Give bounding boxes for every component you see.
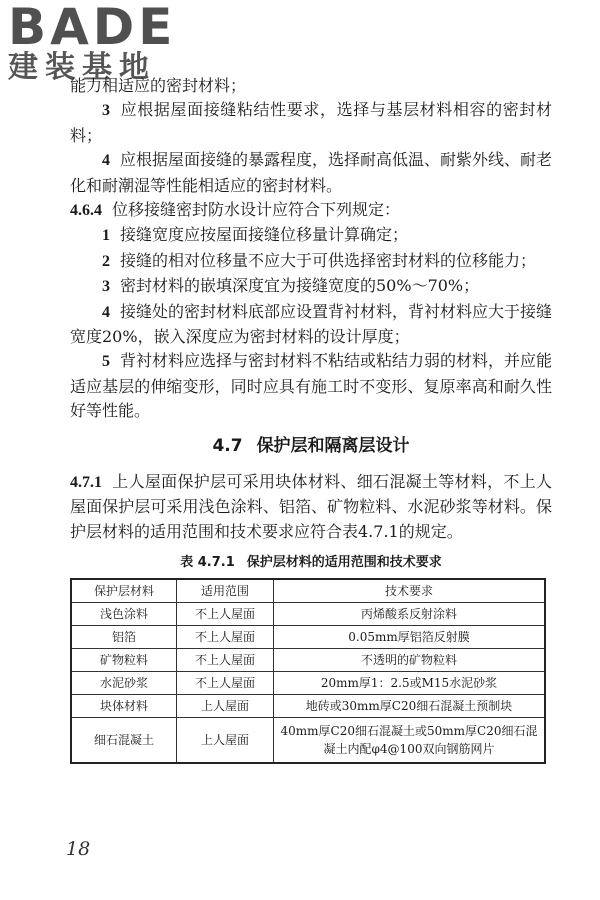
item-number: 2 xyxy=(102,252,110,270)
logo-subtitle: 建装基地 xyxy=(8,50,156,85)
table-cell: 细石混凝土 xyxy=(71,717,177,763)
clause-text: 上人屋面保护层可采用块体材料、细石混凝土等材料，不上人屋面保护层可采用浅色涂料、铝箔、矿物粒料、水泥砂浆等材料。保护层材料的适用范围和技术要求应符合表4.7.1的规定。 xyxy=(70,471,552,541)
table-cell: 40mm厚C20细石混凝土或50mm厚C20细石混凝土内配φ4@100双向钢筋网片 xyxy=(274,717,546,763)
logo-wordmark: BADE xyxy=(8,0,177,56)
table-cell: 0.05mm厚铝箔反射膜 xyxy=(274,625,546,648)
list-item xyxy=(70,249,552,274)
table-cell: 丙烯酸系反射涂料 xyxy=(274,602,546,625)
item-number: 3 xyxy=(102,278,110,296)
list-item xyxy=(70,349,552,423)
table-title: 保护层材料的适用范围和技术要求 xyxy=(246,554,442,570)
page-content xyxy=(70,74,552,764)
table-cell: 铝箔 xyxy=(71,625,177,648)
table-cell: 块体材料 xyxy=(71,694,177,717)
clause-number: 4.7.1 xyxy=(70,473,102,491)
table-cell: 不上人屋面 xyxy=(177,648,274,671)
table-row xyxy=(71,694,545,717)
table-row xyxy=(71,671,545,694)
clause-4-7-1 xyxy=(70,470,552,544)
item-number: 3 xyxy=(102,102,110,120)
item-number: 4 xyxy=(102,152,110,170)
item-number: 5 xyxy=(102,353,110,371)
clause-4-6-4 xyxy=(70,198,552,223)
table-cell: 上人屋面 xyxy=(177,694,274,717)
table-header-row xyxy=(71,579,545,603)
table-cell: 矿物粒料 xyxy=(71,648,177,671)
page-number: 18 xyxy=(66,838,91,860)
table-cell: 不透明的矿物粒料 xyxy=(274,648,546,671)
protection-layer-table xyxy=(70,578,546,764)
list-item xyxy=(70,274,552,299)
section-heading xyxy=(70,434,552,458)
column-header: 适用范围 xyxy=(177,579,274,603)
section-number: 4.7 xyxy=(212,435,243,456)
table-row xyxy=(71,625,545,648)
item-text: 应根据屋面接缝的暴露程度，选择耐高低温、耐紫外线、耐老化和耐潮湿等性能相适应的密封材料。 xyxy=(70,150,553,195)
list-item xyxy=(70,223,552,248)
item-text: 接缝的相对位移量不应大于可供选择密封材料的位移能力； xyxy=(120,250,537,270)
list-item xyxy=(70,148,552,198)
table-number: 表 4.7.1 xyxy=(180,554,235,570)
item-text: 背衬材料应选择与密封材料不粘结或粘结力弱的材料，并应能适应基层的伸缩变形，同时应具有施工时不变形、复原率高和耐久性好等性能。 xyxy=(70,351,553,421)
paragraph-text: 能力相适应的密封材料； xyxy=(70,76,247,95)
list-item xyxy=(70,300,552,350)
column-header: 技术要求 xyxy=(274,579,546,603)
item-number: 1 xyxy=(102,227,110,245)
clause-text: 位移接缝密封防水设计应符合下列规定： xyxy=(112,200,401,220)
table-row xyxy=(71,648,545,671)
table-cell: 上人屋面 xyxy=(177,717,274,763)
table-cell: 不上人屋面 xyxy=(177,625,274,648)
table-row xyxy=(71,717,545,763)
table-cell: 不上人屋面 xyxy=(177,602,274,625)
table-cell: 水泥砂浆 xyxy=(71,671,177,694)
item-text: 应根据屋面接缝粘结性要求，选择与基层材料相容的密封材料； xyxy=(70,100,552,145)
paragraph-continuation xyxy=(70,74,552,98)
item-text: 接缝处的密封材料底部应设置背衬材料，背衬材料应大于接缝宽度20%，嵌入深度应为密封材料的设计厚度； xyxy=(70,301,553,347)
list-item xyxy=(70,98,552,148)
table-cell: 20mm厚1：2.5或M15水泥砂浆 xyxy=(274,671,546,694)
table-row xyxy=(71,602,545,625)
table-cell: 不上人屋面 xyxy=(177,671,274,694)
logo xyxy=(8,2,178,83)
section-title: 保护层和隔离层设计 xyxy=(256,435,410,456)
column-header: 保护层材料 xyxy=(71,579,177,603)
table-cell: 浅色涂料 xyxy=(71,602,177,625)
item-number: 4 xyxy=(102,303,110,321)
table-caption xyxy=(70,554,552,572)
table-cell: 地砖或30mm厚C20细石混凝土预制块 xyxy=(274,694,546,717)
item-text: 接缝宽度应按屋面接缝位移量计算确定； xyxy=(120,225,409,245)
item-text: 密封材料的嵌填深度宜为接缝宽度的50%～70%； xyxy=(120,276,480,296)
clause-number: 4.6.4 xyxy=(70,202,102,220)
